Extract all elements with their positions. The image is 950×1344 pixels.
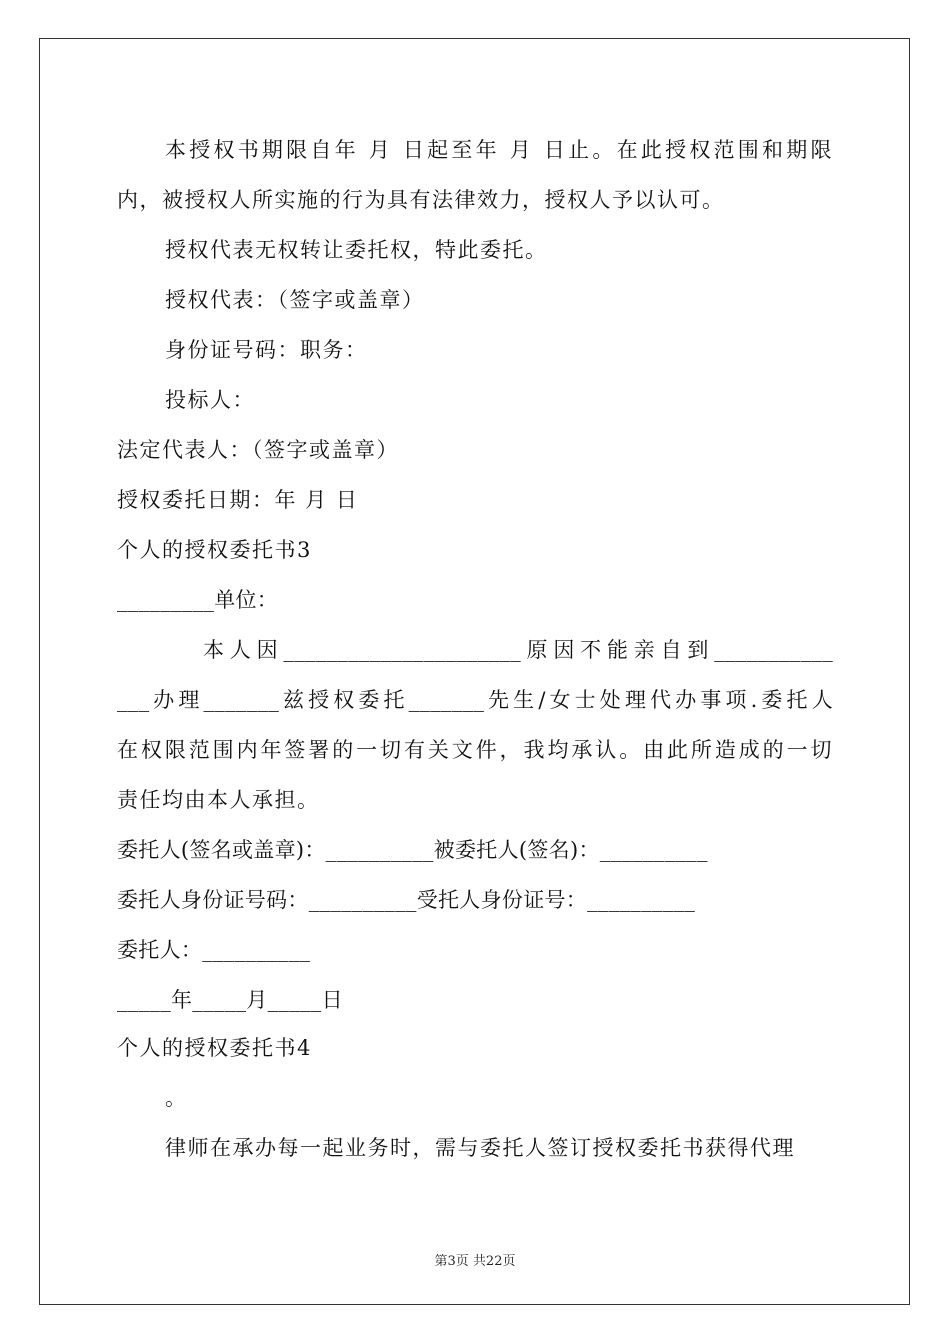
paragraph-line: 身份证号码：职务： (165, 338, 368, 362)
paragraph-line: 在权限范围内年签署的一切有关文件，我均承认。由此所造成的一切 (117, 738, 833, 762)
paragraph-line: 法定代表人：（签字或盖章） (117, 438, 399, 462)
paragraph-line: 投标人： (165, 388, 255, 412)
paragraph-line: 授权委托日期：年 月 日 (117, 488, 359, 512)
section-heading: 个人的授权委托书4 (117, 1036, 312, 1060)
paragraph-line: _________单位： (117, 588, 279, 612)
page-footer: 第3页 共22页 (434, 1254, 516, 1269)
paragraph-line: _____年_____月_____日 (117, 988, 343, 1012)
page-border (39, 38, 910, 1305)
paragraph-line: 本人因______________________原因不能亲自到___________ (203, 638, 833, 662)
paragraph-line: 授权代表：（签字或盖章） (165, 288, 425, 312)
paragraph-line: 委托人(签名或盖章)：__________被委托人(签名)：__________ (117, 838, 708, 862)
paragraph-line: 责任均由本人承担。 (117, 788, 320, 812)
paragraph-line: 委托人身份证号码：__________受托人身份证号：__________ (117, 888, 696, 912)
section-heading: 个人的授权委托书3 (117, 538, 312, 562)
paragraph-line: ___办理_______兹授权委托_______先生/女士处理代办事项.委托人 (117, 688, 833, 712)
paragraph-line: 。 (165, 1086, 188, 1110)
paragraph-line: 授权代表无权转让委托权，特此委托。 (165, 238, 548, 262)
paragraph-line: 委托人：__________ (117, 938, 311, 962)
paragraph-line: 内，被授权人所实施的行为具有法律效力，授权人予以认可。 (117, 188, 725, 212)
paragraph-line: 本授权书期限自年 月 日起至年 月 日止。在此授权范围和期限 (165, 138, 833, 162)
paragraph-line: 律师在承办每一起业务时，需与委托人签订授权委托书获得代理 (165, 1136, 795, 1160)
